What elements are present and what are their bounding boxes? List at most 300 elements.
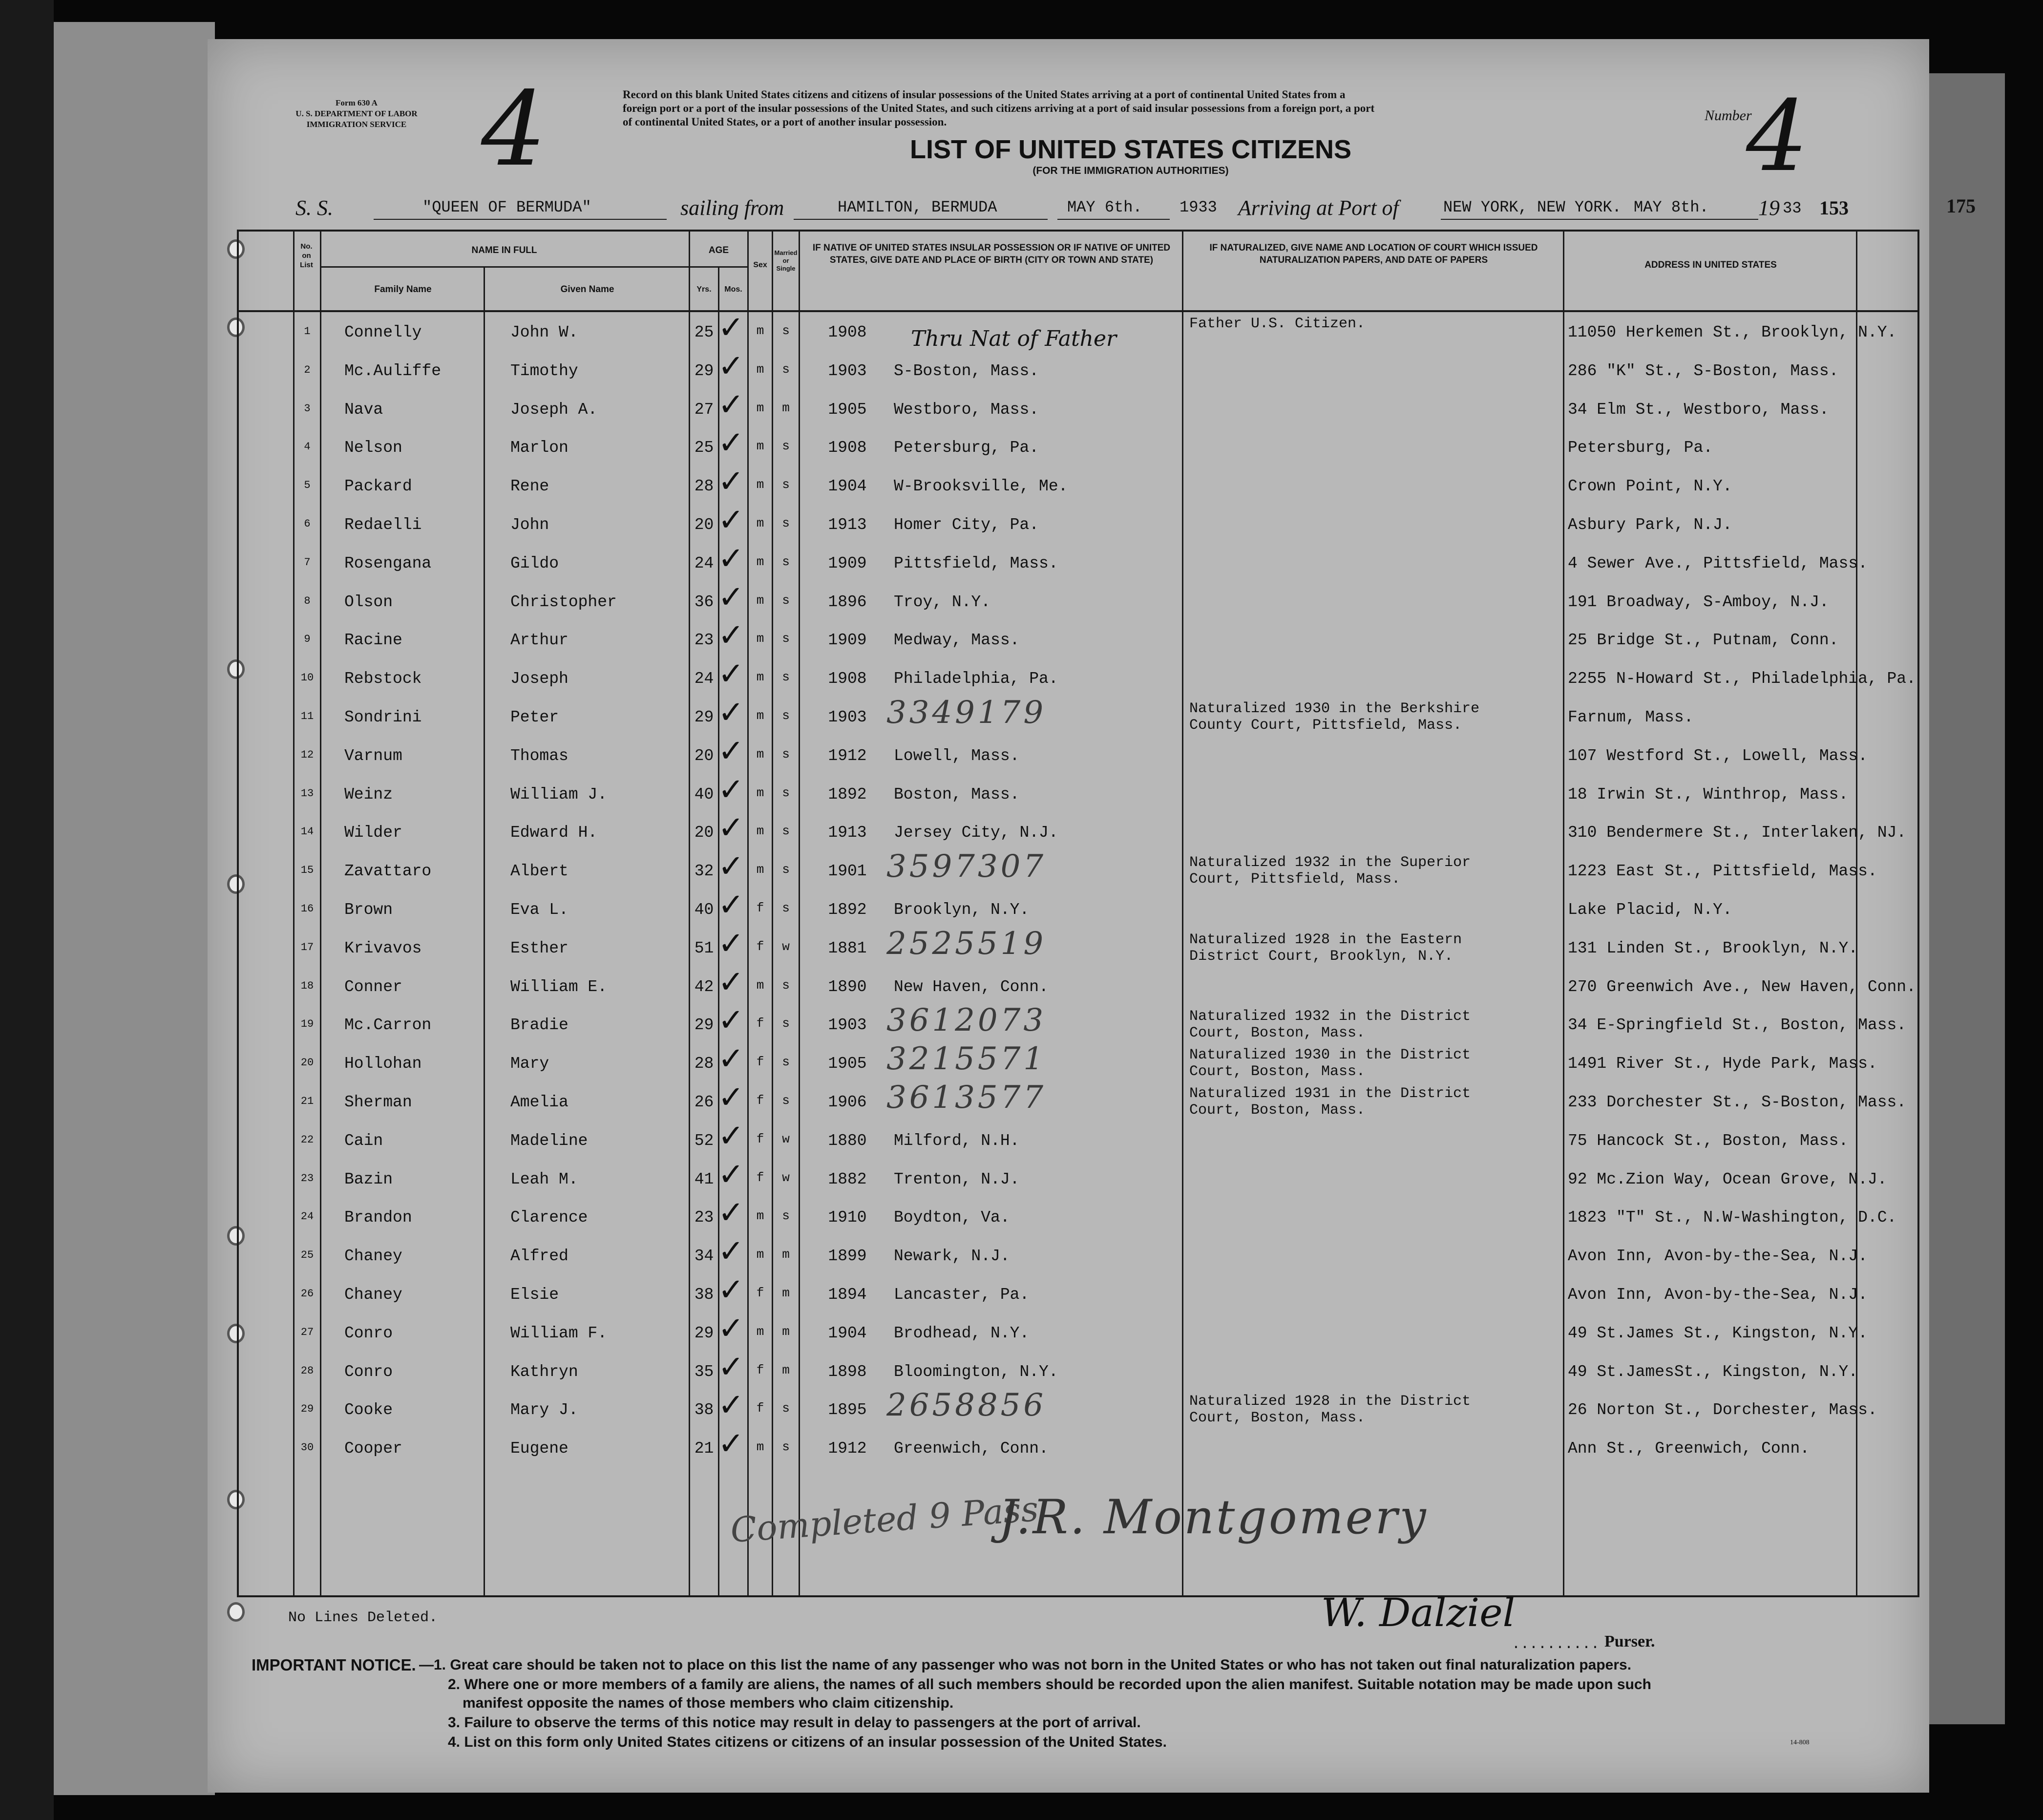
marital-status: s: [782, 439, 790, 454]
sex: m: [756, 670, 764, 685]
table-row: [237, 887, 1959, 929]
age-years: 23: [694, 1208, 714, 1227]
given-name: Rene: [510, 477, 549, 496]
birth-year: 1892: [828, 901, 867, 919]
given-name: Kathryn: [510, 1362, 578, 1381]
page-subtitle: (FOR THE IMMIGRATION AUTHORITIES): [1032, 165, 1229, 176]
naturalization-certificate-number: 2525519: [886, 925, 1047, 962]
address: 1823 "T" St., N.W-Washington, D.C.: [1568, 1208, 1897, 1227]
sex: m: [756, 862, 764, 877]
naturalization-line-2: Court, Boston, Mass.: [1189, 1025, 1366, 1042]
departure-port: HAMILTON, BERMUDA: [838, 198, 997, 216]
age-years: 34: [694, 1247, 714, 1266]
marital-status: s: [782, 670, 790, 685]
checkmark-icon: ✓: [718, 887, 744, 923]
checkmark-icon: ✓: [718, 1118, 744, 1154]
header-name-in-full: NAME IN FULL: [471, 245, 537, 255]
table-row: [237, 1156, 1959, 1198]
birth-year: 1908: [828, 323, 867, 341]
age-years: 29: [694, 708, 714, 726]
address: 131 Linden St., Brooklyn, N.Y.: [1568, 939, 1858, 957]
print-code: 14-808: [1790, 1739, 1810, 1746]
address: Avon Inn, Avon-by-the-Sea, N.J.: [1568, 1286, 1868, 1304]
naturalization-certificate-number: 3349179: [886, 695, 1047, 731]
no-lines-deleted: No Lines Deleted.: [288, 1609, 438, 1626]
table-row: [237, 1387, 1959, 1429]
header-given-name: Given Name: [560, 284, 614, 295]
table-row: [237, 1118, 1959, 1160]
notice-1: —1. Great care should be taken not to place on this list the name of any passenger who was not born in the United States or who has not taken out final naturalization papers.: [419, 1657, 1632, 1673]
birth-year: 1895: [828, 1401, 867, 1419]
birth-year: 1898: [828, 1362, 867, 1381]
birth-place: Lancaster, Pa.: [894, 1286, 1030, 1304]
naturalization-line-1: Naturalized 1930 in the Berkshire: [1189, 700, 1480, 717]
table-row: [237, 502, 1959, 544]
family-name: Brandon: [344, 1208, 412, 1227]
age-years: 51: [694, 939, 714, 957]
row-number: 14: [300, 825, 314, 838]
header-married-single: Married or Single: [774, 249, 798, 272]
given-name: John: [510, 516, 549, 534]
naturalization-certificate-number: 3597307: [886, 848, 1047, 885]
table-row: [237, 695, 1959, 736]
table-row: [237, 1349, 1959, 1391]
birth-year: 1912: [828, 1439, 867, 1458]
arrival-port: NEW YORK, NEW YORK.: [1443, 198, 1622, 216]
header-age: AGE: [708, 245, 729, 255]
given-name: Eugene: [510, 1439, 569, 1458]
checkmark-icon: ✓: [718, 425, 744, 462]
birth-year: 1881: [828, 939, 867, 957]
family-name: Olson: [344, 593, 393, 611]
naturalization-line-1: Father U.S. Citizen.: [1189, 316, 1366, 332]
row-number: 18: [300, 979, 314, 992]
header-naturalized: IF NATURALIZED, GIVE NAME AND LOCATION OF COURT WHICH ISSUED NATURALIZATION PAPERS, AND DATE OF PAPERS: [1209, 243, 1538, 265]
naturalization-line-1: Naturalized 1928 in the District: [1189, 1393, 1471, 1410]
address: 310 Bendermere St., Interlaken, NJ.: [1568, 824, 1907, 842]
row-number: 16: [300, 903, 314, 915]
birth-year: 1892: [828, 785, 867, 804]
naturalization-line-1: Naturalized 1932 in the District: [1189, 1008, 1471, 1025]
given-name: Timothy: [510, 361, 578, 380]
age-years: 42: [694, 977, 714, 996]
birth-place: Homer City, Pa.: [894, 516, 1039, 534]
age-years: 23: [694, 631, 714, 650]
naturalization-line-2: County Court, Pittsfield, Mass.: [1189, 717, 1462, 734]
given-name: Gildo: [510, 554, 559, 572]
sex: m: [756, 1247, 764, 1262]
checkmark-icon: ✓: [718, 1195, 744, 1231]
birth-year: 1880: [828, 1131, 867, 1150]
sex: m: [756, 593, 764, 608]
age-years: 41: [694, 1170, 714, 1188]
birth-place: Milford, N.H.: [894, 1131, 1020, 1150]
table-row: [237, 540, 1959, 582]
sex: m: [756, 785, 764, 800]
given-name: Albert: [510, 862, 569, 881]
table-row: [237, 1195, 1959, 1236]
naturalization-line-1: Naturalized 1931 in the District: [1189, 1085, 1471, 1102]
birth-place: Westboro, Mass.: [894, 400, 1039, 419]
age-years: 20: [694, 516, 714, 534]
intro-line-3: of continental United States, or a port of another insular possession.: [623, 116, 947, 128]
given-name: Joseph A.: [510, 400, 598, 419]
table-row: [237, 656, 1959, 698]
checkmark-icon: ✓: [718, 1272, 744, 1308]
sex: m: [756, 746, 764, 762]
birth-place: Brooklyn, N.Y.: [894, 901, 1030, 919]
checkmark-icon: ✓: [718, 771, 744, 808]
sex: m: [756, 631, 764, 646]
header-address: ADDRESS IN UNITED STATES: [1644, 260, 1777, 270]
address: 1491 River St., Hyde Park, Mass.: [1568, 1055, 1877, 1073]
row-number: 24: [300, 1210, 314, 1223]
birth-year: 1903: [828, 708, 867, 726]
row-number: 7: [304, 556, 311, 569]
notice-2: 2. Where one or more members of a family are aliens, the names of all such members should be recorded upon the alien manifest. Suitable notation may be made upon such: [448, 1676, 1651, 1693]
checkmark-icon: ✓: [718, 464, 744, 500]
marital-status: s: [782, 824, 790, 839]
family-name: Hollohan: [344, 1055, 422, 1073]
row-number: 6: [304, 518, 311, 530]
handwritten-list-number: 4: [481, 69, 547, 189]
birth-place: New Haven, Conn.: [894, 977, 1049, 996]
age-years: 35: [694, 1362, 714, 1381]
address: Farnum, Mass.: [1568, 708, 1694, 726]
family-name: Chaney: [344, 1247, 402, 1266]
purser-dots: ..........: [1512, 1636, 1600, 1653]
marital-status: s: [782, 593, 790, 608]
birth-place: W-Brooksville, Me.: [894, 477, 1068, 496]
family-name: Mc.Carron: [344, 1016, 432, 1035]
family-name: Redaelli: [344, 516, 422, 534]
given-name: William E.: [510, 977, 608, 996]
sex: m: [756, 323, 764, 338]
birth-place: Greenwich, Conn.: [894, 1439, 1049, 1458]
table-row: [237, 771, 1959, 813]
family-name: Brown: [344, 901, 393, 919]
sex: m: [756, 477, 764, 492]
family-name: Krivavos: [344, 939, 422, 957]
address: Petersburg, Pa.: [1568, 439, 1713, 457]
date-underline: [1057, 219, 1170, 220]
given-name: Clarence: [510, 1208, 588, 1227]
table-row: [237, 1310, 1959, 1352]
marital-status: s: [782, 708, 790, 723]
given-name: Madeline: [510, 1131, 588, 1150]
family-name: Packard: [344, 477, 412, 496]
table-row: [237, 466, 1959, 505]
row-number: 3: [304, 402, 311, 415]
family-name: Zavattaro: [344, 862, 432, 881]
family-name: Cooke: [344, 1401, 393, 1419]
row-number: 23: [300, 1172, 314, 1185]
birth-year: 1903: [828, 1016, 867, 1035]
age-years: 40: [694, 901, 714, 919]
row-number: 30: [300, 1441, 314, 1454]
row-number: 28: [300, 1364, 314, 1377]
given-name: William F.: [510, 1324, 608, 1342]
checkmark-icon: ✓: [718, 925, 744, 962]
table-row: [237, 964, 1959, 1006]
given-name: Christopher: [510, 593, 617, 611]
notice-4: 4. List on this form only United States citizens or citizens of an insular possession of the United States.: [448, 1734, 1167, 1750]
marital-status: s: [782, 554, 790, 569]
row-number: 1: [304, 325, 311, 338]
birth-year: 1894: [828, 1286, 867, 1304]
sailing-from-label: sailing from: [680, 196, 784, 220]
birth-place: Newark, N.J.: [894, 1247, 1010, 1266]
header-family-name: Family Name: [374, 284, 432, 295]
checkmark-icon: ✓: [718, 1233, 744, 1270]
marital-status: s: [782, 785, 790, 800]
birth-year: 1912: [828, 746, 867, 765]
checkmark-icon: ✓: [718, 1349, 744, 1385]
marital-status: s: [782, 1208, 790, 1224]
birth-place: Trenton, N.J.: [894, 1170, 1020, 1188]
service-label: IMMIGRATION SERVICE: [306, 120, 407, 129]
birth-place: Medway, Mass.: [894, 631, 1020, 650]
row-number: 2: [304, 363, 311, 376]
family-name: Bazin: [344, 1170, 393, 1188]
given-name: Bradie: [510, 1016, 569, 1035]
marital-status: s: [782, 631, 790, 646]
checkmark-icon: ✓: [718, 1079, 744, 1116]
sex: m: [756, 439, 764, 454]
port-underline: [794, 219, 1048, 220]
address: 18 Irwin St., Winthrop, Mass.: [1568, 785, 1849, 804]
marital-status: m: [782, 1324, 790, 1339]
given-name: Eva L.: [510, 901, 569, 919]
table-row: [237, 925, 1959, 967]
age-years: 20: [694, 824, 714, 842]
given-name: Mary: [510, 1055, 549, 1073]
family-name: Conner: [344, 977, 402, 996]
marital-status: s: [782, 1401, 790, 1416]
family-name: Conro: [344, 1324, 393, 1342]
age-years: 21: [694, 1439, 714, 1458]
given-name: Amelia: [510, 1093, 569, 1111]
address: 49 St.JamesSt., Kingston, N.Y.: [1568, 1362, 1858, 1381]
age-years: 25: [694, 439, 714, 457]
row-number: 11: [300, 710, 314, 722]
naturalization-certificate-number: 3215571: [886, 1041, 1047, 1078]
age-years: 29: [694, 1324, 714, 1342]
row-number: 21: [300, 1095, 314, 1107]
checkmark-icon: ✓: [718, 1002, 744, 1039]
age-years: 28: [694, 477, 714, 496]
row-number: 27: [300, 1326, 314, 1338]
table-row: [237, 1002, 1959, 1044]
birth-place: Lowell, Mass.: [894, 746, 1020, 765]
age-years: 32: [694, 862, 714, 881]
birth-year: 1908: [828, 439, 867, 457]
birth-year: 1913: [828, 516, 867, 534]
address: Avon Inn, Avon-by-the-Sea, N.J.: [1568, 1247, 1868, 1266]
birth-year: 1905: [828, 400, 867, 419]
given-name: Joseph: [510, 670, 569, 688]
arrival-year-prefix: 19: [1758, 196, 1780, 220]
number-label: Number: [1705, 107, 1752, 124]
marital-status: m: [782, 1362, 790, 1377]
intro-line-1: Record on this blank United States citizens and citizens of insular possessions of the United States arriving at a port of continental United States from a: [623, 88, 1346, 101]
purser-signature: W. Dalziel: [1321, 1590, 1516, 1635]
departure-year: 1933: [1179, 198, 1217, 216]
checkmark-icon: ✓: [718, 617, 744, 654]
header-mos: Mos.: [724, 285, 742, 294]
naturalization-line-1: Naturalized 1932 in the Superior: [1189, 854, 1471, 871]
marital-status: w: [782, 939, 790, 954]
checkmark-icon: ✓: [718, 386, 744, 423]
table-row: [237, 1426, 1959, 1467]
table-row: [237, 1233, 1959, 1275]
checkmark-icon: ✓: [718, 1426, 744, 1462]
header-birth: IF NATIVE OF UNITED STATES INSULAR POSSESSION OR IF NATIVE OF UNITED STATES, GIVE DATE AND PLACE OF BIRTH (CITY OR TOWN AND STATE): [812, 243, 1171, 265]
age-years: 28: [694, 1055, 714, 1073]
address: Asbury Park, N.J.: [1568, 516, 1732, 534]
stamp-153: 153: [1819, 197, 1849, 219]
given-name: Mary J.: [510, 1401, 578, 1419]
naturalization-line-2: Court, Boston, Mass.: [1189, 1102, 1366, 1119]
stamp-175: 175: [1946, 195, 1976, 217]
departure-date: MAY 6th.: [1067, 198, 1142, 216]
department-label: U. S. DEPARTMENT OF LABOR: [295, 109, 418, 118]
sex: m: [756, 824, 764, 839]
address: Lake Placid, N.Y.: [1568, 901, 1732, 919]
row-number: 29: [300, 1403, 314, 1416]
sex: f: [756, 1401, 764, 1416]
checkmark-icon: ✓: [718, 695, 744, 731]
row-number: 4: [304, 441, 311, 453]
family-name: Racine: [344, 631, 402, 650]
ship-underline: [374, 219, 667, 220]
address: 25 Bridge St., Putnam, Conn.: [1568, 631, 1839, 650]
punch-hole: [227, 1602, 245, 1622]
given-name: Thomas: [510, 746, 569, 765]
row-number: 26: [300, 1288, 314, 1300]
marital-status: s: [782, 1439, 790, 1455]
birth-year: 1882: [828, 1170, 867, 1188]
family-name: Sherman: [344, 1093, 412, 1111]
family-name: Cooper: [344, 1439, 402, 1458]
birth-year: 1904: [828, 477, 867, 496]
row-number: 20: [300, 1057, 314, 1069]
birth-year: 1899: [828, 1247, 867, 1266]
address: 191 Broadway, S-Amboy, N.J.: [1568, 593, 1829, 611]
birth-year: 1903: [828, 361, 867, 380]
given-name: John W.: [510, 323, 578, 341]
arrival-year: 33: [1783, 199, 1802, 217]
age-years: 20: [694, 746, 714, 765]
naturalization-certificate-number: 3612073: [886, 1002, 1047, 1039]
row-number: 5: [304, 479, 311, 492]
table-row: [237, 579, 1959, 621]
sex: m: [756, 361, 764, 377]
family-name: Wilder: [344, 824, 402, 842]
given-name: Arthur: [510, 631, 569, 650]
inspector-signature: J.R. Montgomery: [999, 1490, 1428, 1545]
checkmark-icon: ✓: [718, 310, 744, 346]
sex: m: [756, 400, 764, 415]
family-name: Rebstock: [344, 670, 422, 688]
naturalization-certificate-number: 3613577: [886, 1079, 1047, 1116]
address: Ann St., Greenwich, Conn.: [1568, 1439, 1810, 1458]
sex: f: [756, 1016, 764, 1031]
birth-year: 1905: [828, 1055, 867, 1073]
birth-place: Boydton, Va.: [894, 1208, 1010, 1227]
checkmark-icon: ✓: [718, 1041, 744, 1078]
family-name: Conro: [344, 1362, 393, 1381]
table-row: [237, 733, 1959, 775]
age-years: 25: [694, 323, 714, 341]
naturalization-line-1: Naturalized 1930 in the District: [1189, 1047, 1471, 1064]
birth-year: 1896: [828, 593, 867, 611]
naturalization-line-2: District Court, Brooklyn, N.Y.: [1189, 948, 1453, 965]
notice-title: IMPORTANT NOTICE.: [252, 1656, 416, 1674]
naturalization-line-2: Court, Boston, Mass.: [1189, 1410, 1366, 1427]
sex: m: [756, 708, 764, 723]
birth-year: 1910: [828, 1208, 867, 1227]
birth-place: Jersey City, N.J.: [894, 824, 1058, 842]
age-years: 29: [694, 361, 714, 380]
marital-status: s: [782, 1093, 790, 1108]
given-name: Marlon: [510, 439, 569, 457]
birth-year: 1909: [828, 554, 867, 572]
table-row: [237, 1079, 1959, 1121]
marital-status: s: [782, 323, 790, 338]
birth-year: 1904: [828, 1324, 867, 1342]
checkmark-icon: ✓: [718, 1310, 744, 1347]
checkmark-icon: ✓: [718, 733, 744, 769]
marital-status: m: [782, 1247, 790, 1262]
birth-place: S-Boston, Mass.: [894, 361, 1039, 380]
checkmark-icon: ✓: [718, 502, 744, 538]
marital-status: s: [782, 901, 790, 915]
underlying-card: [54, 22, 215, 1795]
address: 26 Norton St., Dorchester, Mass.: [1568, 1401, 1877, 1419]
birth-place: Petersburg, Pa.: [894, 439, 1039, 457]
sex: m: [756, 516, 764, 530]
purser-label: Purser.: [1604, 1632, 1655, 1651]
naturalization-line-2: Court, Boston, Mass.: [1189, 1063, 1366, 1080]
address: 11050 Herkemen St., Brooklyn, N.Y.: [1568, 323, 1897, 341]
marital-status: m: [782, 1286, 790, 1300]
row-number: 12: [300, 748, 314, 761]
family-name: Nelson: [344, 439, 402, 457]
address: 4 Sewer Ave., Pittsfield, Mass.: [1568, 554, 1868, 572]
naturalization-certificate-number: 2658856: [886, 1387, 1047, 1424]
family-name: Mc.Auliffe: [344, 361, 442, 380]
family-name: Chaney: [344, 1286, 402, 1304]
address: 233 Dorchester St., S-Boston, Mass.: [1568, 1093, 1907, 1111]
address: 270 Greenwich Ave., New Haven, Conn.: [1568, 977, 1916, 996]
marital-status: s: [782, 862, 790, 877]
given-name: Elsie: [510, 1286, 559, 1304]
arrival-date: MAY 8th.: [1634, 198, 1709, 216]
age-years: 52: [694, 1131, 714, 1150]
marital-status: s: [782, 746, 790, 762]
birth-place: Pittsfield, Mass.: [894, 554, 1058, 572]
handwritten-birth-note: Thru Nat of Father: [911, 326, 1117, 351]
sex: f: [756, 1093, 764, 1108]
sex: f: [756, 1131, 764, 1146]
birth-place: Boston, Mass.: [894, 785, 1020, 804]
birth-place: Bloomington, N.Y.: [894, 1362, 1058, 1381]
family-name: Rosengana: [344, 554, 432, 572]
checkmark-icon: ✓: [718, 579, 744, 615]
age-years: 27: [694, 400, 714, 419]
table-row: [237, 348, 1959, 390]
